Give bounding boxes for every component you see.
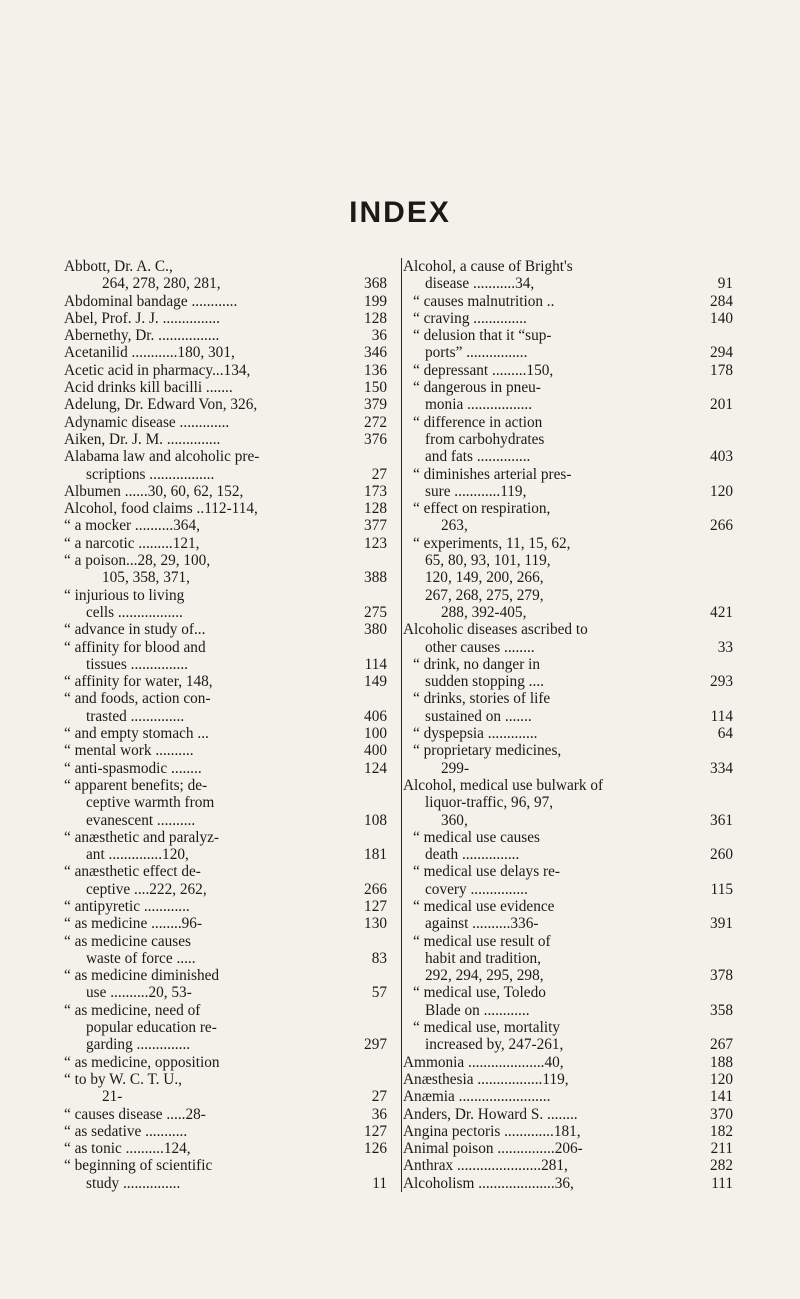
index-entry-text: “ medical use delays re- xyxy=(413,863,560,881)
index-entry xyxy=(403,1036,733,1053)
index-entry-page: 368 xyxy=(364,275,387,293)
index-entry-page: 128 xyxy=(364,309,387,327)
index-entry-text: “ a mocker ..........364, xyxy=(64,517,200,535)
index-entry-text: death ............... xyxy=(425,846,520,864)
index-entry xyxy=(64,725,387,742)
index-entry-text: “ and foods, action con- xyxy=(64,690,211,708)
index-entry-text: Anæsthesia .................119, xyxy=(403,1070,569,1088)
index-entry xyxy=(64,310,387,327)
index-entry xyxy=(403,1157,733,1174)
index-entry xyxy=(403,1054,733,1071)
index-entry xyxy=(64,569,387,586)
index-entry-text: “ causes malnutrition .. xyxy=(413,292,555,310)
index-entry xyxy=(64,933,387,950)
index-entry-text: use ..........20, 53- xyxy=(86,984,192,1002)
index-entry-text: sustained on ....... xyxy=(425,707,532,725)
index-entry xyxy=(64,327,387,344)
index-entry-text: “ medical use, Toledo xyxy=(413,984,546,1002)
index-entry-text: “ anti-spasmodic ........ xyxy=(64,759,202,777)
index-entry-text: “ a narcotic .........121, xyxy=(64,534,200,552)
index-entry-text: “ injurious to living xyxy=(64,586,185,604)
index-entry-text: Anthrax ......................281, xyxy=(403,1157,568,1175)
index-entry-text: Anæmia ........................ xyxy=(403,1088,551,1106)
index-entry xyxy=(403,673,733,690)
index-entry xyxy=(403,1002,733,1019)
index-entry xyxy=(403,708,733,725)
index-entry xyxy=(403,379,733,396)
index-entry-text: Ammonia ....................40, xyxy=(403,1053,564,1071)
index-entry-text: Adynamic disease ............. xyxy=(64,413,230,431)
index-entry xyxy=(64,846,387,863)
index-entry-text: Acid drinks kill bacilli ....... xyxy=(64,379,233,397)
index-entry xyxy=(403,621,733,638)
index-entry xyxy=(64,863,387,880)
index-column-right xyxy=(401,258,733,1192)
index-entry xyxy=(403,396,733,413)
index-entry xyxy=(64,448,387,465)
index-entry-page: 377 xyxy=(364,517,387,535)
index-entry xyxy=(403,414,733,431)
index-entry-text: “ delusion that it “sup- xyxy=(413,327,552,345)
index-entry-text: 21- xyxy=(102,1088,123,1106)
index-entry-text: “ anæsthetic and paralyz- xyxy=(64,828,220,846)
index-entry-text: Blade on ............ xyxy=(425,1001,530,1019)
index-entry xyxy=(403,639,733,656)
index-entry-page: 388 xyxy=(364,569,387,587)
index-entry-text: covery ............... xyxy=(425,880,528,898)
index-entry-page: 64 xyxy=(717,725,733,743)
index-entry xyxy=(403,258,733,275)
index-entry xyxy=(64,1175,387,1192)
index-entry-text: “ a poison...28, 29, 100, xyxy=(64,552,211,570)
index-entry-page: 128 xyxy=(364,500,387,518)
index-entry-text: Abel, Prof. J. J. ............... xyxy=(64,309,220,327)
index-entry xyxy=(403,1123,733,1140)
index-entry xyxy=(403,431,733,448)
index-entry-text: 299- xyxy=(441,759,470,777)
index-entry-page: 11 xyxy=(372,1174,387,1192)
index-entry-page: 293 xyxy=(710,673,733,691)
index-entry xyxy=(403,881,733,898)
index-entry-text: monia ................. xyxy=(425,396,533,414)
index-entry-page: 120 xyxy=(710,1070,733,1088)
index-entry xyxy=(403,725,733,742)
index-entry xyxy=(64,414,387,431)
index-entry-page: 201 xyxy=(710,396,733,414)
index-entry-text: “ as medicine diminished xyxy=(64,967,220,985)
index-entry xyxy=(64,829,387,846)
index-entry-page: 126 xyxy=(364,1140,387,1158)
index-entry-page: 391 xyxy=(710,915,733,933)
index-entry-text: “ as medicine, opposition xyxy=(64,1053,220,1071)
index-entry xyxy=(64,656,387,673)
index-entry xyxy=(64,483,387,500)
index-entry xyxy=(403,1071,733,1088)
index-entry-text: 120, 149, 200, 266, xyxy=(425,569,544,587)
index-entry xyxy=(403,898,733,915)
index-entry-text: and fats .............. xyxy=(425,448,531,466)
index-entry-page: 36 xyxy=(371,327,387,345)
index-entry-page: 149 xyxy=(364,673,387,691)
index-entry xyxy=(64,1088,387,1105)
index-entry-text: “ as sedative ........... xyxy=(64,1122,188,1140)
index-entry xyxy=(64,777,387,794)
index-entry xyxy=(403,483,733,500)
index-entry-text: Abernethy, Dr. ................ xyxy=(64,327,220,345)
index-entry-text: “ medical use evidence xyxy=(413,897,555,915)
index-entry-text: garding .............. xyxy=(86,1036,191,1054)
index-entry xyxy=(64,517,387,534)
index-entry-page: 124 xyxy=(364,759,387,777)
index-entry-page: 27 xyxy=(371,465,387,483)
index-entry xyxy=(64,950,387,967)
index-entry xyxy=(64,396,387,413)
index-entry-text: “ experiments, 11, 15, 62, xyxy=(413,534,571,552)
index-entry-page: 346 xyxy=(364,344,387,362)
index-entry-page: 272 xyxy=(364,413,387,431)
index-entry xyxy=(403,552,733,569)
index-entry-text: 292, 294, 295, 298, xyxy=(425,967,544,985)
index-entry-page: 181 xyxy=(364,846,387,864)
index-entry-page: 266 xyxy=(364,880,387,898)
index-entry-text: sudden stopping .... xyxy=(425,673,544,691)
index-entry-text: “ causes disease .....28- xyxy=(64,1105,206,1123)
index-entry-page: 108 xyxy=(364,811,387,829)
index-entry-text: Alcohol, a cause of Bright's xyxy=(403,258,573,275)
index-entry-text: 65, 80, 93, 101, 119, xyxy=(425,552,551,570)
index-entry-text: “ effect on respiration, xyxy=(413,500,551,518)
index-entry-text: “ apparent benefits; de- xyxy=(64,776,208,794)
index-entry-text: liquor-traffic, 96, 97, xyxy=(425,794,554,812)
index-entry xyxy=(64,708,387,725)
index-entry xyxy=(64,673,387,690)
index-entry xyxy=(64,984,387,1001)
index-entry xyxy=(403,517,733,534)
index-entry xyxy=(403,829,733,846)
index-entry-text: “ to by W. C. T. U., xyxy=(64,1070,182,1088)
index-entry-text: Abbott, Dr. A. C., xyxy=(64,258,173,275)
index-entry-text: against ..........336- xyxy=(425,915,539,933)
index-entry-text: study ............... xyxy=(86,1174,181,1192)
index-entry xyxy=(403,448,733,465)
index-entry-text: Alcoholism ....................36, xyxy=(403,1174,574,1192)
index-entry xyxy=(403,760,733,777)
index-entry xyxy=(64,362,387,379)
index-entry-page: 182 xyxy=(710,1122,733,1140)
index-entry xyxy=(64,639,387,656)
index-entry xyxy=(64,275,387,292)
index-entry-text: “ dangerous in pneu- xyxy=(413,379,541,397)
index-entry-page: 294 xyxy=(710,344,733,362)
index-entry xyxy=(64,258,387,275)
index-entry-page: 188 xyxy=(710,1053,733,1071)
index-entry xyxy=(403,812,733,829)
index-entry-text: Angina pectoris .............181, xyxy=(403,1122,581,1140)
index-entry xyxy=(64,587,387,604)
index-entry xyxy=(403,604,733,621)
index-entry-page: 114 xyxy=(710,707,733,725)
index-entry xyxy=(64,621,387,638)
index-entry-text: Alcohol, medical use bulwark of xyxy=(403,776,604,794)
index-entry xyxy=(64,535,387,552)
index-entry xyxy=(64,500,387,517)
index-entry xyxy=(64,967,387,984)
index-entry xyxy=(403,362,733,379)
index-column-left xyxy=(64,258,387,1192)
index-entry-page: 284 xyxy=(710,292,733,310)
index-entry-text: “ medical use causes xyxy=(413,828,540,846)
index-entry xyxy=(403,656,733,673)
index-entry-page: 361 xyxy=(710,811,733,829)
index-entry xyxy=(64,344,387,361)
index-entry-page: 406 xyxy=(364,707,387,725)
index-entry-page: 421 xyxy=(710,603,733,621)
index-entry xyxy=(403,293,733,310)
index-entry xyxy=(64,552,387,569)
index-entry xyxy=(403,466,733,483)
index-entry-text: “ diminishes arterial pres- xyxy=(413,465,572,483)
index-entry xyxy=(64,1002,387,1019)
index-entry-text: “ affinity for water, 148, xyxy=(64,673,213,691)
index-entry-page: 380 xyxy=(364,621,387,639)
index-entry xyxy=(403,275,733,292)
index-entry xyxy=(64,760,387,777)
index-entry-text: cells ................. xyxy=(86,603,183,621)
index-entry-text: “ mental work .......... xyxy=(64,742,194,760)
index-entry-text: 267, 268, 275, 279, xyxy=(425,586,544,604)
index-entry-text: Alcoholic diseases ascribed to xyxy=(403,621,588,639)
index-entry-text: “ beginning of scientific xyxy=(64,1157,213,1175)
index-entry-page: 114 xyxy=(364,655,387,673)
index-entry xyxy=(403,967,733,984)
index-entry xyxy=(403,863,733,880)
index-entry xyxy=(64,293,387,310)
index-entry-page: 120 xyxy=(710,482,733,500)
index-entry xyxy=(403,1140,733,1157)
index-entry-text: ceptive ....222, 262, xyxy=(86,880,207,898)
index-entry-text: “ drinks, stories of life xyxy=(413,690,551,708)
index-entry-text: 105, 358, 371, xyxy=(102,569,190,587)
index-entry-page: 136 xyxy=(364,361,387,379)
index-entry-page: 282 xyxy=(710,1157,733,1175)
index-entry xyxy=(403,984,733,1001)
index-entry-page: 370 xyxy=(710,1105,733,1123)
index-entry xyxy=(64,690,387,707)
index-entry xyxy=(64,794,387,811)
index-entry-page: 173 xyxy=(364,482,387,500)
page-title: INDEX xyxy=(349,196,451,229)
index-entry-page: 83 xyxy=(371,949,387,967)
index-entry-page: 57 xyxy=(371,984,387,1002)
index-entry-text: from carbohydrates xyxy=(425,430,545,448)
index-entry-page: 267 xyxy=(710,1036,733,1054)
index-entry xyxy=(403,327,733,344)
index-entry-page: 91 xyxy=(717,275,733,293)
index-entry xyxy=(64,1036,387,1053)
index-entry-page: 36 xyxy=(371,1105,387,1123)
index-entry-text: 360, xyxy=(441,811,468,829)
index-entry xyxy=(403,933,733,950)
index-entry-text: Adelung, Dr. Edward Von, 326, xyxy=(64,396,258,414)
index-entry xyxy=(64,1123,387,1140)
index-entry xyxy=(403,1175,733,1192)
index-entry-page: 130 xyxy=(364,915,387,933)
index-entry-text: Alabama law and alcoholic pre- xyxy=(64,448,260,466)
index-entry-text: 264, 278, 280, 281, xyxy=(102,275,221,293)
index-entry-text: disease ...........34, xyxy=(425,275,535,293)
index-entry xyxy=(64,604,387,621)
index-entry-text: 288, 392-405, xyxy=(441,603,527,621)
index-entry-page: 33 xyxy=(717,638,733,656)
index-entry-text: popular education re- xyxy=(86,1019,217,1037)
index-entry xyxy=(403,915,733,932)
index-entry-text: tissues ............... xyxy=(86,655,188,673)
index-entry-page: 115 xyxy=(710,880,733,898)
index-entry xyxy=(64,1054,387,1071)
index-entry xyxy=(403,310,733,327)
index-entry-text: “ depressant .........150, xyxy=(413,361,554,379)
index-entry-text: Alcohol, food claims ..112-114, xyxy=(64,500,258,518)
index-entry-page: 260 xyxy=(710,846,733,864)
index-entry-page: 211 xyxy=(710,1140,733,1158)
index-entry-text: “ as tonic ..........124, xyxy=(64,1140,191,1158)
index-entry-text: waste of force ..... xyxy=(86,949,196,967)
index-entry-text: Abdominal bandage ............ xyxy=(64,292,238,310)
index-entry xyxy=(64,742,387,759)
index-entry-text: Acetanilid ............180, 301, xyxy=(64,344,235,362)
index-entry xyxy=(403,1019,733,1036)
index-entry-text: 263, xyxy=(441,517,468,535)
index-entry-page: 376 xyxy=(364,430,387,448)
index-entry xyxy=(64,898,387,915)
index-entry-text: increased by, 247-261, xyxy=(425,1036,564,1054)
index-entry-page: 378 xyxy=(710,967,733,985)
index-entry xyxy=(403,794,733,811)
index-entry xyxy=(64,466,387,483)
index-entry-text: ceptive warmth from xyxy=(86,794,215,812)
index-entry-page: 275 xyxy=(364,603,387,621)
index-entry xyxy=(403,742,733,759)
index-entry xyxy=(403,1088,733,1105)
index-entry-text: sure ............119, xyxy=(425,482,527,500)
index-entry xyxy=(403,587,733,604)
index-entry-page: 178 xyxy=(710,361,733,379)
index-entry-page: 27 xyxy=(371,1088,387,1106)
index-entry-page: 123 xyxy=(364,534,387,552)
index-entry-text: Aiken, Dr. J. M. .............. xyxy=(64,430,221,448)
index-entry-page: 266 xyxy=(710,517,733,535)
index-entry-page: 127 xyxy=(364,897,387,915)
index-entry-page: 111 xyxy=(711,1174,733,1192)
index-entry-text: “ antipyretic ............ xyxy=(64,897,190,915)
index-entry xyxy=(64,1019,387,1036)
index-entry xyxy=(403,569,733,586)
index-entry-text: “ proprietary medicines, xyxy=(413,742,562,760)
index-entry xyxy=(403,1106,733,1123)
index-entry xyxy=(403,950,733,967)
index-entry-page: 297 xyxy=(364,1036,387,1054)
index-entry xyxy=(403,500,733,517)
index-entry-page: 150 xyxy=(364,379,387,397)
index-entry-text: scriptions ................. xyxy=(86,465,215,483)
index-entry-text: ant ..............120, xyxy=(86,846,189,864)
index-entry-page: 403 xyxy=(710,448,733,466)
index-entry xyxy=(403,777,733,794)
index-entry-text: Acetic acid in pharmacy...134, xyxy=(64,361,251,379)
index-entry-page: 400 xyxy=(364,742,387,760)
index-entry xyxy=(64,1106,387,1123)
index-entry-text: “ drink, no danger in xyxy=(413,655,541,673)
index-entry-text: “ medical use result of xyxy=(413,932,551,950)
index-entry-text: “ medical use, mortality xyxy=(413,1019,560,1037)
index-entry-page: 199 xyxy=(364,292,387,310)
index-entry-text: ports” ................ xyxy=(425,344,528,362)
index-entry-text: “ advance in study of... xyxy=(64,621,206,639)
index-entry-text: “ as medicine ........96- xyxy=(64,915,203,933)
index-entry-page: 100 xyxy=(364,725,387,743)
index-entry xyxy=(403,690,733,707)
index-entry-text: “ craving .............. xyxy=(413,309,527,327)
index-entry-text: other causes ........ xyxy=(425,638,535,656)
index-entry xyxy=(64,915,387,932)
index-entry-page: 141 xyxy=(710,1088,733,1106)
index-entry-text: habit and tradition, xyxy=(425,949,541,967)
index-entry-page: 358 xyxy=(710,1001,733,1019)
index-entry-text: “ as medicine, need of xyxy=(64,1001,201,1019)
index-entry-text: “ as medicine causes xyxy=(64,932,191,950)
index-entry xyxy=(64,431,387,448)
index-entry xyxy=(64,379,387,396)
index-entry-page: 140 xyxy=(710,309,733,327)
index-entry xyxy=(403,535,733,552)
index-entry-text: Albumen ......30, 60, 62, 152, xyxy=(64,482,244,500)
index-entry-text: Anders, Dr. Howard S. ........ xyxy=(403,1105,578,1123)
index-entry-page: 334 xyxy=(710,759,733,777)
index-entry-page: 127 xyxy=(364,1122,387,1140)
index-entry-text: Animal poison ...............206- xyxy=(403,1140,583,1158)
index-entry xyxy=(403,846,733,863)
index-entry-text: trasted .............. xyxy=(86,707,185,725)
index-entry xyxy=(64,881,387,898)
index-entry xyxy=(64,812,387,829)
index-entry-page: 379 xyxy=(364,396,387,414)
index-entry-text: evanescent .......... xyxy=(86,811,196,829)
index-entry xyxy=(64,1157,387,1174)
index-entry xyxy=(64,1071,387,1088)
index-entry-text: “ affinity for blood and xyxy=(64,638,206,656)
index-entry-text: “ anæsthetic effect de- xyxy=(64,863,201,881)
index-entry xyxy=(403,344,733,361)
index-entry-text: “ dyspepsia ............. xyxy=(413,725,538,743)
index-entry-text: “ and empty stomach ... xyxy=(64,725,209,743)
index-entry-text: “ difference in action xyxy=(413,413,543,431)
index-entry xyxy=(64,1140,387,1157)
